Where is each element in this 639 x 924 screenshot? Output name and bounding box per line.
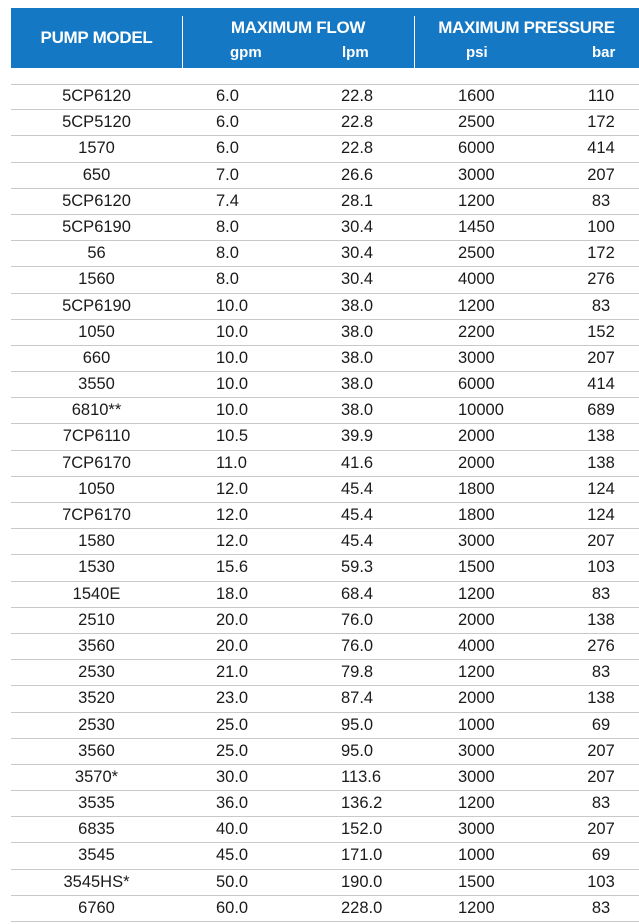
model-cell: 6810**	[71, 401, 122, 420]
lpm-cell: 30.4	[341, 270, 374, 289]
lpm-cell: 68.4	[341, 584, 374, 603]
psi-cell: 1200	[458, 794, 495, 813]
psi-cell: 2000	[458, 453, 495, 472]
gpm-cell: 30.0	[216, 767, 249, 786]
lpm-cell: 22.8	[341, 87, 374, 105]
table-row	[11, 503, 639, 529]
table-row	[11, 529, 639, 555]
bar-cell: 207	[587, 820, 615, 839]
psi-cell: 2500	[458, 244, 495, 263]
psi-cell: 1200	[458, 898, 495, 917]
bar-cell: 207	[587, 741, 615, 760]
model-cell: 3520	[78, 689, 115, 708]
bar-cell: 276	[587, 636, 615, 655]
bar-cell: 83	[591, 794, 611, 813]
table-row	[11, 555, 639, 581]
lpm-cell: 30.4	[341, 217, 374, 236]
model-cell: 1580	[78, 532, 115, 551]
psi-cell: 1200	[458, 191, 495, 210]
psi-heading: psi	[466, 44, 488, 61]
gpm-cell: 23.0	[216, 689, 249, 708]
gpm-cell: 21.0	[216, 663, 249, 682]
gpm-cell: 7.0	[216, 165, 239, 184]
lpm-cell: 113.6	[341, 767, 382, 786]
bar-cell: 124	[587, 479, 615, 498]
psi-cell: 3000	[458, 532, 495, 551]
maximum-flow-heading: MAXIMUM FLOW	[230, 18, 366, 37]
psi-cell: 10000	[458, 401, 504, 420]
gpm-cell: 15.6	[216, 558, 249, 577]
bar-cell: 414	[587, 375, 615, 394]
table-row	[11, 634, 639, 660]
psi-cell: 1200	[458, 663, 495, 682]
bar-cell: 103	[587, 558, 615, 577]
psi-cell: 1000	[458, 846, 495, 865]
model-cell: 7CP6170	[62, 506, 131, 524]
gpm-cell: 10.0	[216, 296, 249, 315]
psi-cell: 6000	[458, 139, 495, 158]
bar-cell: 138	[587, 610, 615, 629]
gpm-cell: 7.4	[216, 191, 239, 210]
gpm-cell: 10.5	[216, 427, 249, 446]
table-row	[11, 189, 639, 215]
table-row	[11, 765, 639, 791]
model-cell: 6835	[78, 820, 115, 839]
model-cell: 1530	[78, 558, 115, 577]
table-row	[11, 739, 639, 765]
table-row	[11, 215, 639, 241]
psi-cell: 6000	[458, 375, 495, 394]
bar-cell: 152	[587, 322, 615, 341]
psi-cell: 1200	[458, 584, 495, 603]
gpm-cell: 18.0	[216, 584, 249, 603]
gpm-cell: 25.0	[216, 715, 249, 734]
gpm-cell: 45.0	[216, 846, 249, 865]
lpm-cell: 152.0	[341, 820, 383, 839]
model-cell: 1050	[78, 322, 115, 341]
lpm-cell: 95.0	[341, 741, 374, 760]
bar-cell: 414	[587, 139, 615, 158]
bar-cell: 138	[587, 427, 615, 446]
header-maximum-flow	[183, 8, 413, 68]
bar-cell: 207	[587, 165, 615, 184]
table-row	[11, 660, 639, 686]
model-cell: 650	[82, 165, 111, 184]
psi-cell: 4000	[458, 270, 495, 289]
bar-cell: 83	[591, 898, 611, 917]
model-cell: 5CP6190	[62, 296, 131, 315]
gpm-cell: 10.0	[216, 322, 249, 341]
gpm-cell: 60.0	[216, 898, 249, 917]
lpm-cell: 38.0	[341, 348, 374, 367]
lpm-cell: 41.6	[341, 453, 374, 472]
bar-cell: 83	[591, 296, 611, 315]
psi-cell: 3000	[458, 741, 495, 760]
gpm-cell: 10.0	[216, 348, 249, 367]
lpm-cell: 30.4	[341, 244, 374, 263]
model-cell: 5CP6190	[62, 217, 131, 236]
model-cell: 56	[87, 244, 106, 263]
gpm-cell: 20.0	[216, 610, 249, 629]
gpm-cell: 6.0	[216, 139, 239, 158]
lpm-cell: 87.4	[341, 689, 374, 708]
lpm-cell: 45.4	[341, 506, 374, 524]
bar-cell: 172	[587, 244, 615, 263]
lpm-cell: 136.2	[341, 794, 383, 813]
model-cell: 5CP6120	[62, 191, 131, 210]
bar-cell: 138	[587, 453, 615, 472]
gpm-cell: 8.0	[216, 217, 239, 236]
table-row	[11, 896, 639, 922]
model-cell: 2510	[78, 610, 115, 629]
psi-cell: 1450	[458, 217, 495, 236]
psi-cell: 2200	[458, 322, 495, 341]
model-cell: 5CP6120	[62, 87, 131, 105]
lpm-cell: 76.0	[341, 610, 374, 629]
model-cell: 3545HS*	[63, 872, 130, 891]
table-row	[11, 163, 639, 189]
model-cell: 2530	[78, 715, 115, 734]
lpm-cell: 28.1	[341, 191, 374, 210]
table-row	[11, 608, 639, 634]
model-cell: 3560	[78, 741, 115, 760]
table-row	[11, 136, 639, 162]
bar-heading: bar	[592, 44, 616, 61]
lpm-cell: 59.3	[341, 558, 374, 577]
psi-cell: 3000	[458, 820, 495, 839]
psi-cell: 1500	[458, 558, 495, 577]
psi-cell: 2000	[458, 689, 495, 708]
psi-cell: 2500	[458, 113, 495, 132]
bar-cell: 172	[587, 113, 615, 132]
gpm-cell: 10.0	[216, 401, 249, 420]
table-header	[11, 8, 639, 68]
table-body	[11, 84, 639, 922]
lpm-cell: 38.0	[341, 322, 374, 341]
lpm-cell: 38.0	[341, 401, 374, 420]
gpm-cell: 6.0	[216, 113, 239, 132]
bar-cell: 207	[587, 532, 615, 551]
bar-cell: 69	[591, 715, 611, 734]
table-row	[11, 320, 639, 346]
lpm-cell: 190.0	[341, 872, 383, 891]
model-cell: 1570	[78, 139, 115, 158]
lpm-cell: 38.0	[341, 375, 374, 394]
model-cell: 3535	[78, 794, 115, 813]
psi-cell: 2000	[458, 610, 495, 629]
gpm-cell: 50.0	[216, 872, 249, 891]
table-row	[11, 110, 639, 136]
bar-cell: 83	[591, 191, 611, 210]
table-row	[11, 241, 639, 267]
model-cell: 2530	[78, 663, 115, 682]
bar-cell: 207	[587, 767, 615, 786]
gpm-cell: 11.0	[216, 453, 247, 472]
bar-cell: 69	[591, 846, 611, 865]
psi-cell: 1200	[458, 296, 495, 315]
table-row	[11, 267, 639, 293]
lpm-cell: 76.0	[341, 636, 374, 655]
bar-cell: 83	[591, 584, 611, 603]
model-cell: 1050	[78, 479, 115, 498]
bar-cell: 276	[587, 270, 615, 289]
model-cell: 1540E	[72, 584, 121, 603]
psi-cell: 1800	[458, 506, 495, 524]
psi-cell: 1800	[458, 479, 495, 498]
gpm-heading: gpm	[230, 44, 262, 61]
psi-cell: 4000	[458, 636, 495, 655]
gpm-cell: 12.0	[216, 479, 249, 498]
pump-model-heading: PUMP MODEL	[40, 28, 153, 47]
table-row	[11, 713, 639, 739]
table-row	[11, 84, 639, 110]
gpm-cell: 10.0	[216, 375, 249, 394]
psi-cell: 3000	[458, 348, 495, 367]
gpm-cell: 12.0	[216, 532, 249, 551]
table-row	[11, 582, 639, 608]
psi-cell: 1500	[458, 872, 495, 891]
gpm-cell: 36.0	[216, 794, 249, 813]
model-cell: 3550	[78, 375, 115, 394]
model-cell: 660	[82, 348, 111, 367]
model-cell: 1560	[78, 270, 115, 289]
maximum-pressure-heading: MAXIMUM PRESSURE	[438, 18, 615, 37]
lpm-cell: 45.4	[341, 479, 374, 498]
bar-cell: 103	[587, 872, 615, 891]
table-row	[11, 294, 639, 320]
table-row	[11, 477, 639, 503]
table-row	[11, 372, 639, 398]
table-row	[11, 791, 639, 817]
table-row	[11, 346, 639, 372]
lpm-cell: 228.0	[341, 898, 383, 917]
gpm-cell: 6.0	[216, 87, 239, 105]
gpm-cell: 12.0	[216, 506, 249, 524]
model-cell: 3570*	[74, 767, 119, 786]
lpm-cell: 79.8	[341, 663, 374, 682]
gpm-cell: 40.0	[216, 820, 249, 839]
table-row	[11, 686, 639, 712]
bar-cell: 110	[587, 87, 615, 105]
lpm-cell: 39.9	[341, 427, 374, 446]
table-row	[11, 398, 639, 424]
bar-cell: 689	[587, 401, 615, 420]
psi-cell: 1000	[458, 715, 495, 734]
bar-cell: 207	[587, 348, 615, 367]
gpm-cell: 25.0	[216, 741, 249, 760]
model-cell: 7CP6170	[62, 453, 131, 472]
model-cell: 3545	[78, 846, 115, 865]
lpm-cell: 45.4	[341, 532, 374, 551]
gpm-cell: 8.0	[216, 270, 239, 289]
lpm-cell: 22.8	[341, 139, 374, 158]
lpm-cell: 22.8	[341, 113, 374, 132]
lpm-cell: 26.6	[341, 165, 374, 184]
table-row	[11, 870, 639, 896]
model-cell: 3560	[78, 636, 115, 655]
lpm-cell: 38.0	[341, 296, 374, 315]
bar-cell: 83	[591, 663, 611, 682]
table-row	[11, 817, 639, 843]
lpm-heading: lpm	[342, 44, 369, 61]
bar-cell: 124	[587, 506, 615, 524]
header-maximum-pressure	[414, 8, 639, 68]
model-cell: 6760	[78, 898, 115, 917]
model-cell: 5CP5120	[62, 113, 131, 132]
gpm-cell: 20.0	[216, 636, 249, 655]
header-pump-model	[11, 8, 182, 68]
gpm-cell: 8.0	[216, 244, 239, 263]
psi-cell: 3000	[458, 165, 495, 184]
bar-cell: 138	[587, 689, 615, 708]
table-row	[11, 843, 639, 869]
psi-cell: 3000	[458, 767, 495, 786]
bar-cell: 100	[587, 217, 615, 236]
table-row	[11, 424, 639, 450]
lpm-cell: 171.0	[341, 846, 383, 865]
psi-cell: 2000	[458, 427, 495, 446]
psi-cell: 1600	[458, 87, 495, 105]
model-cell: 7CP6110	[62, 427, 131, 446]
lpm-cell: 95.0	[341, 715, 374, 734]
table-row	[11, 451, 639, 477]
